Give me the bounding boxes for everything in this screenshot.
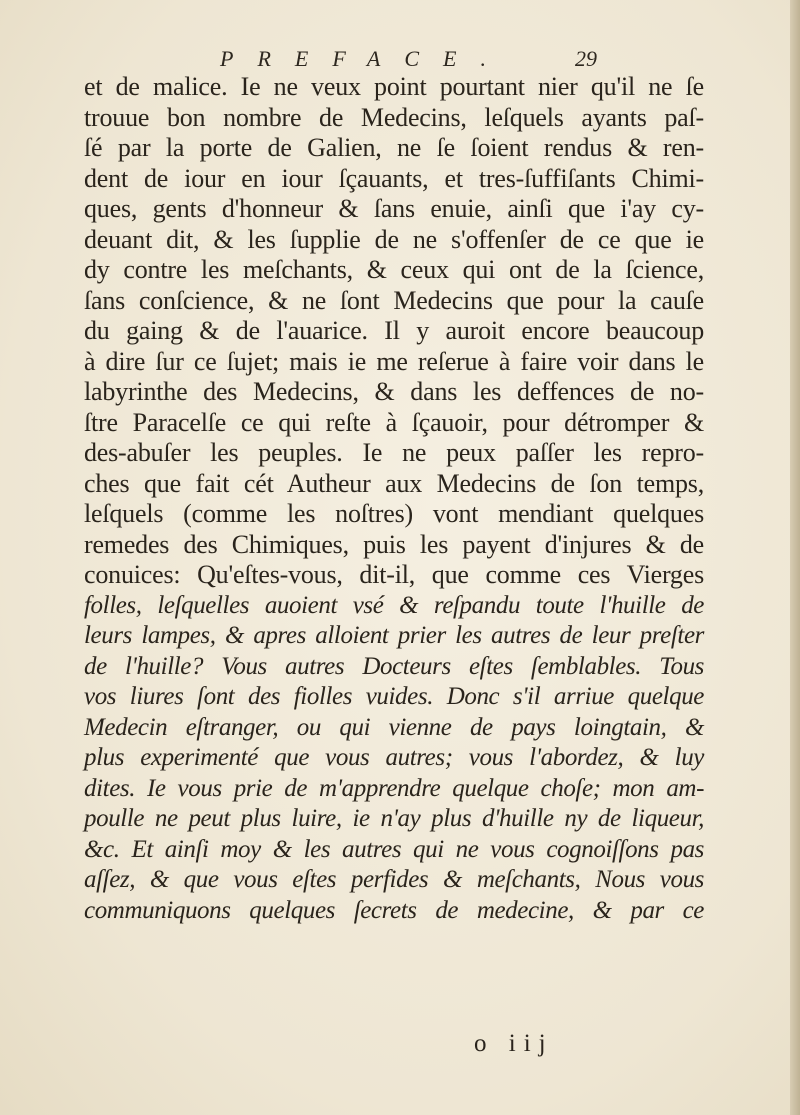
italic-text-line: plus experimenté que vous autres; vous l'abordez, & luy <box>84 744 704 771</box>
italic-text-line: folles, leſquelles auoient vsé & reſpandu toute l'huille de <box>84 591 704 619</box>
signature-mark: o iij <box>474 1030 554 1057</box>
italic-text-line: Medecin eſtranger, ou qui vienne de pays loingtain, & <box>84 713 704 741</box>
text-line: des-abuſer les peuples. Ie ne peux paſſer les repro- <box>84 438 704 467</box>
text-line: labyrinthe des Medecins, & dans les deffences de no- <box>84 377 704 406</box>
text-line: conuices: Qu'eſtes-vous, dit-il, que comme ces Vierges <box>84 560 704 589</box>
text-line: deuant dit, & les ſupplie de ne s'offenſer de ce que ie <box>84 224 704 254</box>
italic-text-line: poulle ne peut plus luire, ie n'ay plus d'huille ny de liqueur, <box>84 805 704 832</box>
text-line: du gaing & de l'auarice. Il y auroit encore beaucoup <box>84 316 704 345</box>
page-edge <box>790 0 800 1115</box>
text-line: trouue bon nombre de Medecins, leſquels ayants paſ- <box>84 102 704 132</box>
running-head: PREFACE. <box>220 46 510 71</box>
text-line: ſans conſcience, & ne ſont Medecins que pour la cauſe <box>84 285 704 315</box>
text-line: et de malice. Ie ne veux point pourtant nier qu'il ne ſe <box>84 72 704 101</box>
text-line: ches que fait cét Autheur aux Medecins de ſon temps, <box>84 468 704 498</box>
text-line: ſé par la porte de Galien, ne ſe ſoient rendus & ren- <box>84 133 704 162</box>
text-line: remedes des Chimiques, puis les payent d'injures & de <box>84 529 704 559</box>
page-number: 29 <box>575 46 597 71</box>
body-text <box>84 72 704 926</box>
text-line: leſquels (comme les noſtres) vont mendiant quelques <box>84 499 704 528</box>
text-line: dent de iour en iour ſçauants, et tres-ſuffiſants Chimi- <box>84 163 704 193</box>
text-line: dy contre les meſchants, & ceux qui ont de la ſcience, <box>84 255 704 284</box>
italic-text-line: de l'huille? Vous autres Docteurs eſtes ſemblables. Tous <box>84 652 704 680</box>
italic-text-line: dites. Ie vous prie de m'apprendre quelque choſe; mon am- <box>84 774 704 802</box>
italic-text-line: &c. Et ainſi moy & les autres qui ne vous cognoiſſons pas <box>84 835 704 863</box>
italic-text-line: vos liures ſont des fiolles vuides. Donc s'il arriue quelque <box>84 683 704 710</box>
text-line: ques, gents d'honneur & ſans enuie, ainſi que i'ay cy- <box>84 194 704 223</box>
text-line: ſtre Paracelſe ce qui reſte à ſçauoir, pour détromper & <box>84 407 704 437</box>
italic-text-line: leurs lampes, & apres alloient prier les autres de leur preſter <box>84 622 704 649</box>
italic-text-line: communiquons quelques ſecrets de medecine, & par ce <box>84 896 704 924</box>
italic-text-line: aſſez, & que vous eſtes perfides & meſchants, Nous vous <box>84 866 704 893</box>
text-line: à dire ſur ce ſujet; mais ie me reſerue à faire voir dans le <box>84 346 704 376</box>
